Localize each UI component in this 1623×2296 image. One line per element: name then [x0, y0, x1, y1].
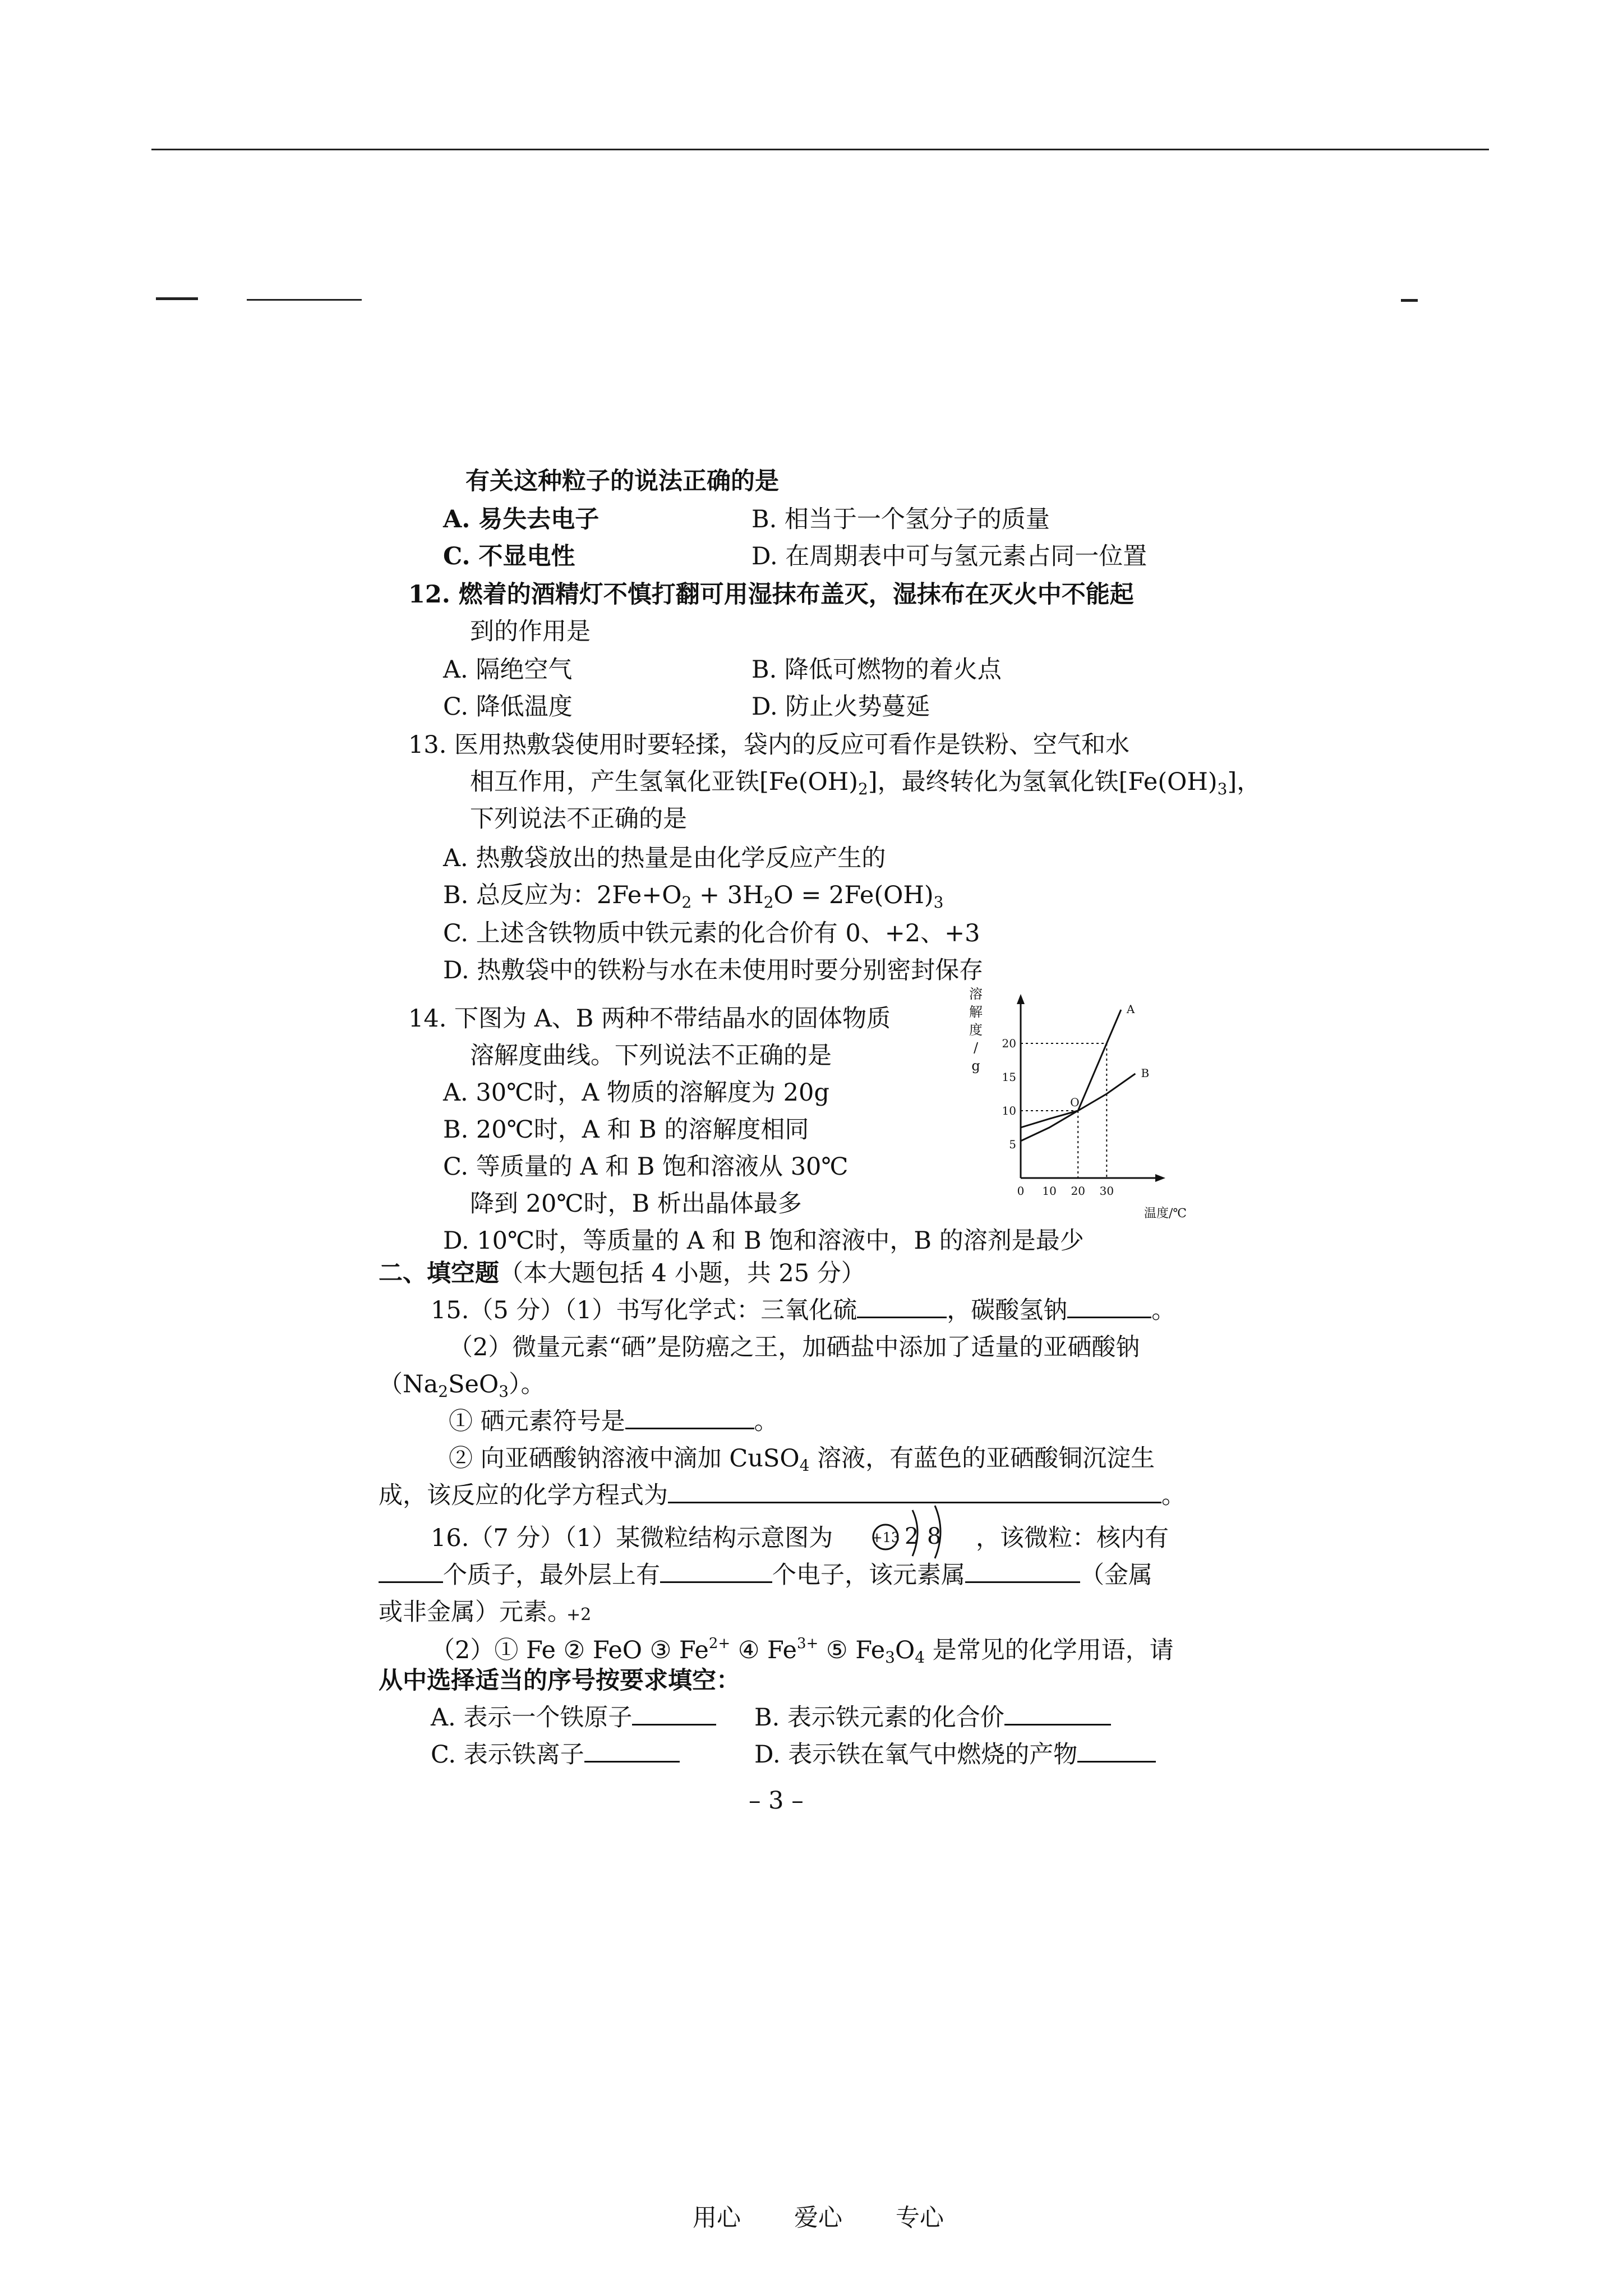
q12-stem-2: 到的作用是	[470, 618, 591, 646]
page-number: – 3 –	[749, 1787, 804, 1815]
intersection-label: O	[1070, 1096, 1080, 1109]
footer-word: 用心	[693, 2204, 741, 2232]
q12-option-a: A. 隔绝空气	[443, 656, 573, 684]
answer-blank[interactable]	[379, 1561, 443, 1583]
q15-line-5: ② 向亚硒酸钠溶液中滴加 CuSO$_4$ 溶液，有蓝色的亚硒酸铜沉淀生	[449, 1444, 1155, 1475]
x-tick-label: 0	[1017, 1184, 1025, 1198]
q16-option-a: A. 表示一个铁原子	[431, 1701, 716, 1734]
atom-structure-diagram	[866, 1497, 973, 1561]
section-2-heading: 二、填空题（本大题包括 4 小题，共 25 分）	[379, 1259, 865, 1287]
x-axis-arrow	[1155, 1174, 1165, 1182]
q16-line-1b: ，该微粒：核内有	[976, 1524, 1169, 1552]
answer-blank[interactable]	[1004, 1704, 1111, 1726]
answer-blank[interactable]	[660, 1561, 772, 1583]
q14-stem-1: 14. 下图为 A、B 两种不带结晶水的固体物质	[408, 1005, 891, 1033]
y-tick-label: 5	[1009, 1138, 1016, 1151]
q15-line-2: （2）微量元素“硒”是防癌之王，加硒盐中添加了适量的亚硒酸钠	[449, 1333, 1140, 1361]
q16-line-1a: 16.（7 分）（1）某微粒结构示意图为	[431, 1524, 833, 1552]
y-axis-label-char: 解	[969, 1004, 983, 1020]
q16-line-5: 从中选择适当的序号按要求填空：	[379, 1667, 740, 1695]
q15-line-1: 15.（5 分）（1）书写化学式：三氧化硫 ，碳酸氢钠 。	[431, 1296, 1176, 1324]
y-axis-label-char: /	[973, 1040, 979, 1056]
y-axis-label-char: 溶	[969, 987, 983, 1002]
q15-line-3: $(Na_2SeO_3)$。	[379, 1370, 545, 1401]
q13-stem-1: 13. 医用热敷袋使用时要轻揉，袋内的反应可看作是铁粉、空气和水	[408, 731, 1130, 759]
footer-word: 专心	[896, 2204, 944, 2232]
q14-option-d: D. 10℃时，等质量的 A 和 B 饱和溶液中，B 的溶剂是最少	[443, 1227, 1084, 1255]
q12-option-c: C. 降低温度	[443, 693, 573, 721]
q14-stem-2: 溶解度曲线。下列说法不正确的是	[470, 1042, 832, 1070]
q13-option-d: D. 热敷袋中的铁粉与水在未使用时要分别密封保存	[443, 956, 984, 984]
q13-stem-2: 相互作用，产生氢氧化亚铁$[Fe(OH)_2]$，最终转化为氢氧化铁$[Fe(OH)_3]$，	[470, 768, 1261, 798]
nucleus-charge: +13	[871, 1530, 900, 1545]
q12-option-d: D. 防止火势蔓延	[751, 693, 930, 721]
q13-option-b: B. 总反应为：$2Fe+O_2 + 3H_2O = 2Fe(OH)_3$	[443, 881, 944, 912]
top-rule	[151, 149, 1489, 150]
corner-mark-right	[1401, 299, 1418, 302]
series-label-B: B	[1141, 1066, 1150, 1080]
solubility-chart	[959, 987, 1223, 1223]
footer-word: 爱心	[794, 2204, 842, 2232]
footer	[693, 2199, 997, 2233]
answer-blank[interactable]	[1067, 1296, 1151, 1318]
x-tick-label: 20	[1071, 1184, 1085, 1198]
shell-1-electrons: 2	[905, 1524, 919, 1549]
x-tick-label: 10	[1042, 1184, 1057, 1198]
q16-option-b: B. 表示铁元素的化合价	[754, 1701, 1111, 1734]
q13-option-a: A. 热敷袋放出的热量是由化学反应产生的	[443, 844, 886, 872]
q16-line-2: 个质子，最外层上有 个电子，该元素属 （金属	[379, 1558, 1152, 1592]
q11-option-b: B. 相当于一个氢分子的质量	[751, 505, 1050, 533]
q11-option-c: C. 不显电性	[443, 542, 575, 570]
y-axis-label-char: 度	[969, 1022, 983, 1038]
q14-option-c-1: C. 等质量的 A 和 B 饱和溶液从 30℃	[443, 1153, 849, 1181]
answer-blank[interactable]	[1077, 1741, 1156, 1763]
q16-charge-label: +2	[566, 1605, 592, 1625]
x-axis-label: 温度/℃	[1144, 1207, 1187, 1221]
y-tick-label: 10	[1002, 1104, 1016, 1117]
answer-blank[interactable]	[632, 1704, 716, 1726]
series-label-A: A	[1126, 1002, 1135, 1016]
q16-line-3: 或非金属）元素。	[379, 1598, 571, 1626]
q16-line-4: （2）① Fe ② FeO ③ $Fe^{2+}$ ④ $Fe^{3+}$ ⑤ $Fe_3O_4$ 是常见的化学用语，请	[431, 1635, 1174, 1667]
q15-line-4: ① 硒元素符号是 。	[449, 1407, 778, 1435]
y-axis-label-char: g	[971, 1058, 980, 1074]
y-tick-label: 15	[1002, 1070, 1016, 1084]
intro-text: 有关这种粒子的说法正确的是	[465, 467, 779, 495]
x-tick-label: 30	[1099, 1184, 1114, 1198]
q11-option-d: D. 在周期表中可与氢元素占同一位置	[751, 542, 1147, 570]
q14-option-c-2: 降到 20℃时，B 析出晶体最多	[470, 1190, 802, 1218]
answer-blank[interactable]	[965, 1561, 1080, 1583]
answer-blank[interactable]	[584, 1741, 680, 1763]
q13-option-c: C. 上述含铁物质中铁元素的化合价有 0、+2、+3	[443, 919, 980, 947]
q12-option-b: B. 降低可燃物的着火点	[751, 656, 1002, 684]
q15-line-6: 成，该反应的化学方程式为 。	[379, 1481, 1186, 1510]
y-axis-arrow	[1017, 994, 1025, 1004]
q14-option-a: A. 30℃时，A 物质的溶解度为 20g	[443, 1079, 829, 1107]
q13-stem-3: 下列说法不正确的是	[470, 805, 687, 833]
shell-2-electrons: 8	[927, 1524, 942, 1549]
q12-stem-1: 12. 燃着的酒精灯不慎打翻可用湿抹布盖灭，湿抹布在灭火中不能起	[408, 581, 1134, 609]
corner-mark-left-2	[247, 299, 362, 301]
q14-option-b: B. 20℃时，A 和 B 的溶解度相同	[443, 1116, 809, 1144]
q16-option-d: D. 表示铁在氧气中燃烧的产物	[754, 1738, 1156, 1772]
answer-blank[interactable]	[857, 1296, 947, 1318]
q11-option-a: A. 易失去电子	[443, 505, 600, 533]
corner-mark-left	[156, 297, 198, 300]
series-line-A	[1021, 1010, 1121, 1141]
y-tick-label: 20	[1002, 1037, 1016, 1050]
answer-blank[interactable]	[625, 1407, 754, 1429]
q16-option-c: C. 表示铁离子	[431, 1738, 680, 1772]
